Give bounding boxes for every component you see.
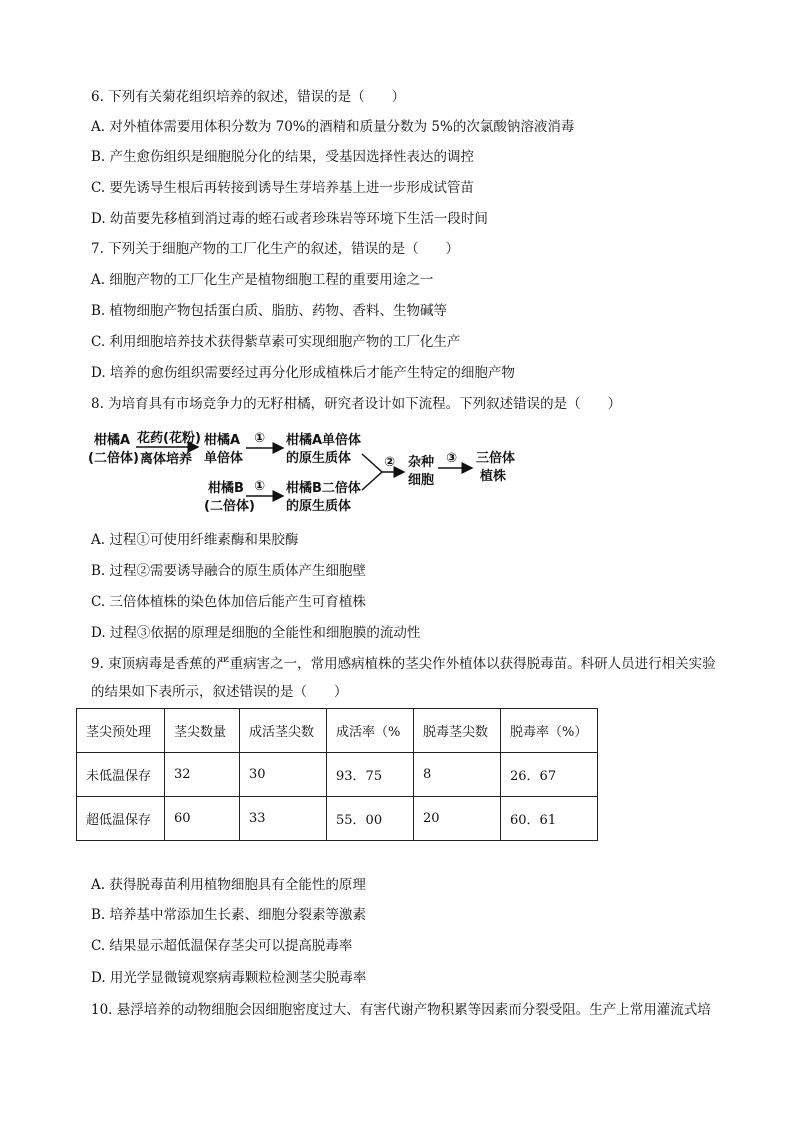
table-cell: 30 — [240, 753, 327, 797]
question-8-stem: 8. 为培育具有市场竞争力的无籽柑橘，研究者设计如下流程。下列叙述错误的是（ ） — [91, 396, 622, 412]
question-6-option-b: B. 产生愈伤组织是细胞脱分化的结果，受基因选择性表达的调控 — [91, 149, 475, 165]
question-10-stem: 10. 悬浮培养的动物细胞会因细胞密度过大、有害代谢产物积累等因素而分裂受阻。生产上常用灌流式培 — [91, 1002, 711, 1018]
anther-label: 花药(花粉) — [137, 431, 201, 446]
protoplast-b-label-2: 的原生质体 — [286, 499, 352, 514]
orange-a-label: 柑橘A — [94, 433, 131, 448]
triploid-plant-label-1: 三倍体 — [476, 451, 516, 466]
fusion-merge-lines — [362, 454, 382, 490]
question-6-option-a: A. 对外植体需要用体积分数为 70%的酒精和质量分数为 5%的次氯酸钠溶液消毒 — [91, 119, 575, 135]
table-cell: 未低温保存 — [77, 753, 165, 797]
question-7-option-b: B. 植物细胞产物包括蛋白质、脂肪、药物、香料、生物碱等 — [91, 303, 448, 319]
hybrid-cell-label-2: 细胞 — [408, 473, 435, 488]
question-9-option-d: D. 用光学显微镜观察病毒颗粒检测茎尖脱毒率 — [91, 970, 367, 986]
table-cell: 20 — [414, 797, 501, 841]
question-8-option-b: B. 过程②需要诱导融合的原生质体产生细胞壁 — [91, 563, 367, 579]
table-header-cell: 茎尖预处理 — [77, 709, 165, 753]
table-row — [77, 797, 598, 841]
breeding-flowchart — [86, 424, 526, 520]
protoplast-a-label-1: 柑橘A单倍体 — [286, 433, 362, 448]
results-table — [76, 708, 598, 841]
table-cell: 26．67 — [501, 753, 598, 797]
table-row — [77, 753, 598, 797]
question-9-option-a: A. 获得脱毒苗利用植物细胞具有全能性的原理 — [91, 877, 366, 893]
table-header-cell: 脱毒茎尖数 — [414, 709, 501, 753]
question-8-option-c: C. 三倍体植株的染色体加倍后能产生可育植株 — [91, 594, 366, 610]
table-cell: 60．61 — [501, 797, 598, 841]
protoplast-b-label-1: 柑橘B二倍体 — [286, 481, 361, 496]
question-7-stem: 7. 下列关于细胞产物的工厂化生产的叙述，错误的是（ ） — [91, 241, 460, 257]
step-2-label: ② — [384, 455, 396, 470]
table-header-cell: 成活茎尖数 — [240, 709, 327, 753]
protoplast-a-label-2: 的原生质体 — [286, 451, 352, 466]
question-7-option-c: C. 利用细胞培养技术获得紫草素可实现细胞产物的工厂化生产 — [91, 334, 461, 350]
table-header-cell: 成活率（% — [327, 709, 414, 753]
table-header-cell: 脱毒率（%） — [501, 709, 598, 753]
table-cell: 93．75 — [327, 753, 414, 797]
orange-b-label: 柑橘B — [208, 481, 244, 496]
question-9-option-c: C. 结果显示超低温保存茎尖可以提高脱毒率 — [91, 938, 353, 954]
question-6-option-d: D. 幼苗要先移植到消过毒的蛭石或者珍珠岩等环境下生活一段时间 — [91, 211, 488, 227]
question-7-option-d: D. 培养的愈伤组织需要经过再分化形成植株后才能产生特定的细胞产物 — [91, 365, 515, 381]
step-1-bottom-label: ① — [254, 479, 266, 494]
question-8-option-d: D. 过程③依据的原理是细胞的全能性和细胞膜的流动性 — [91, 625, 421, 641]
question-6-stem: 6. 下列有关菊花组织培养的叙述，错误的是（ ） — [91, 89, 406, 105]
question-9-stem-line-1: 9. 束顶病毒是香蕉的严重病害之一，常用感病植株的茎尖作外植体以获得脱毒苗。科研人员进行相关实验 — [91, 656, 716, 672]
triploid-plant-label-2: 植株 — [480, 469, 507, 484]
haploid-a-label-1: 柑橘A — [204, 433, 241, 448]
orange-a-ploidy: (二倍体) — [88, 451, 139, 466]
question-8-option-a: A. 过程①可使用纤维素酶和果胶酶 — [91, 532, 299, 548]
hybrid-cell-label-1: 杂种 — [408, 455, 435, 470]
table-cell: 超低温保存 — [77, 797, 165, 841]
question-6-option-c: C. 要先诱导生根后再转接到诱导生芽培养基上进一步形成试管苗 — [91, 180, 474, 196]
haploid-a-label-2: 单倍体 — [204, 451, 244, 466]
table-cell: 60 — [165, 797, 240, 841]
table-cell: 8 — [414, 753, 501, 797]
table-cell: 33 — [240, 797, 327, 841]
table-header-cell: 茎尖数量 — [165, 709, 240, 753]
table-header-row — [77, 709, 598, 753]
table-cell: 32 — [165, 753, 240, 797]
table-cell: 55．00 — [327, 797, 414, 841]
orange-b-ploidy: (二倍体) — [204, 499, 255, 514]
step-1-top-label: ① — [254, 431, 266, 446]
question-9-option-b: B. 培养基中常添加生长素、细胞分裂素等激素 — [91, 907, 367, 923]
step-3-label: ③ — [446, 451, 458, 466]
question-9-stem-line-2: 的结果如下表所示，叙述错误的是（ ） — [91, 684, 348, 700]
in-vitro-culture-label: 离体培养 — [140, 452, 193, 467]
question-7-option-a: A. 细胞产物的工厂化生产是植物细胞工程的重要用途之一 — [91, 272, 434, 288]
